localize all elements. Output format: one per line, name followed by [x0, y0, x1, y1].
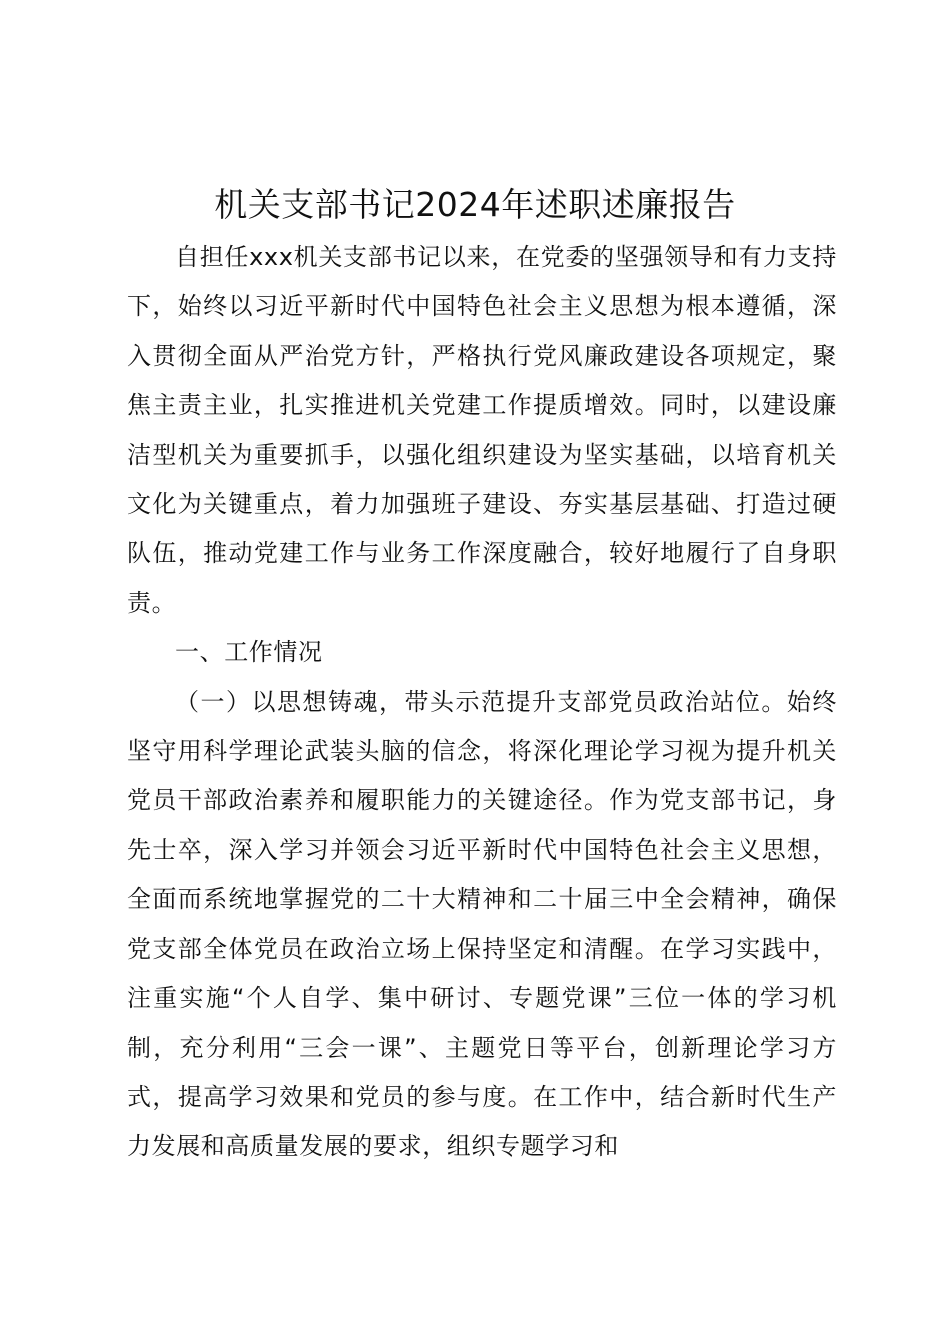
- document-body: [127, 233, 837, 1172]
- section-heading: 一、工作情况: [175, 638, 323, 667]
- document-title: 机关支部书记2024年述职述廉报告: [214, 185, 736, 224]
- intro-paragraph: 自担任xxx机关支部书记以来，在党委的坚强领导和有力支持下，始终以习近平新时代中国特色社会主义思想为根本遵循，深入贯彻全面从严治党方针，严格执行党风廉政建设各项规定，聚焦主责主业，扎实推进机关党建工作提质增效。同时，以建设廉洁型机关为重要抓手，以强化组织建设为坚实基础，以培育机关文化为关键重点，着力加强班子建设、夯实基层基础、打造过硬队伍，推动党建工作与业务工作深度融合，较好地履行了自身职责。: [127, 243, 837, 617]
- subsection-paragraph: （一）以思想铸魂，带头示范提升支部党员政治站位。始终坚守用科学理论武装头脑的信念，将深化理论学习视为提升机关党员干部政治素养和履职能力的关键途径。作为党支部书记，身先士卒，深入学习并领会习近平新时代中国特色社会主义思想，全面而系统地掌握党的二十大精神和二十届三中全会精神，确保党支部全体党员在政治立场上保持坚定和清醒。在学习实践中，注重实施“个人自学、集中研讨、专题党课”三位一体的学习机制，充分利用“三会一课”、主题党日等平台，创新理论学习方式，提高学习效果和党员的参与度。在工作中，结合新时代生产力发展和高质量发展的要求，组织专题学习和: [127, 687, 837, 1161]
